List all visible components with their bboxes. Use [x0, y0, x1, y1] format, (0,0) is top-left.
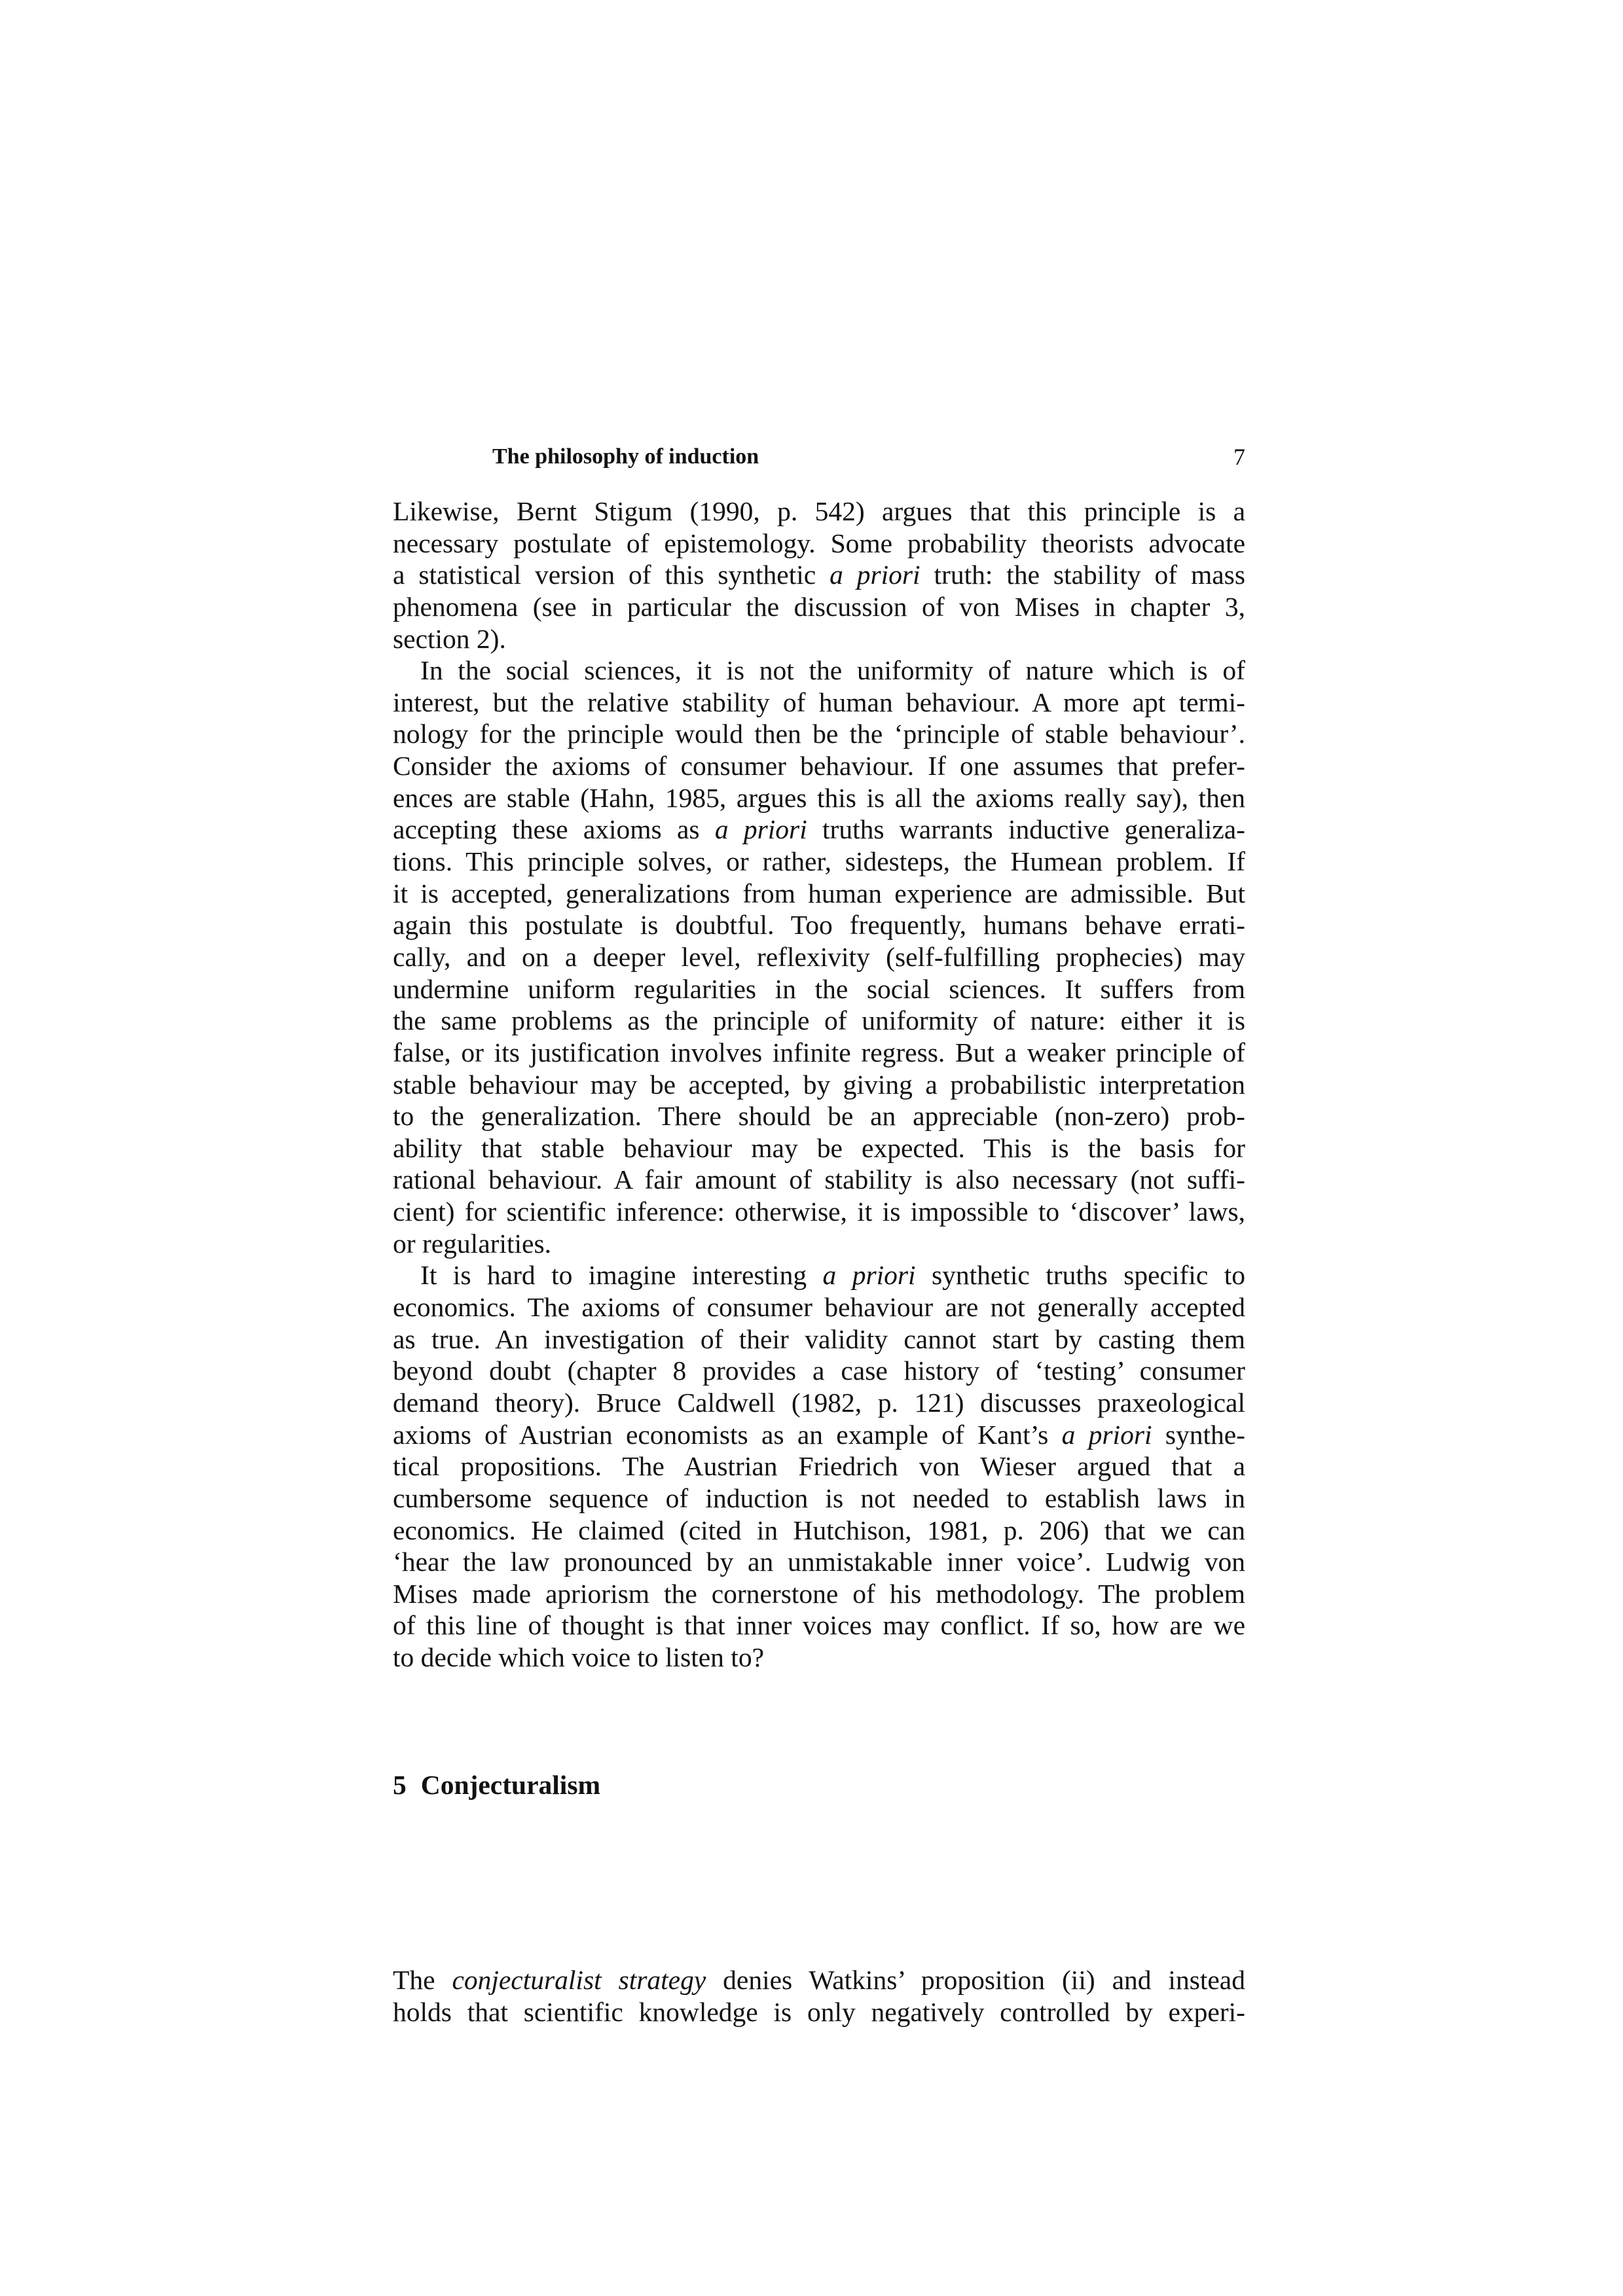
text-line: ‘hear the law pronounced by an unmistakable inner voice’. Ludwig von	[393, 1547, 1245, 1577]
text-line: necessary postulate of epistemology. Some probability theorists advocate	[393, 528, 1245, 558]
text-line: economics. He claimed (cited in Hutchison, 1981, p. 206) that we can	[393, 1515, 1245, 1545]
text-line: phenomena (see in particular the discussion of von Mises in chapter 3,	[393, 591, 1245, 622]
text-line: Consider the axioms of consumer behaviour. If one assumes that prefer-	[393, 751, 1245, 781]
text-line: again this postulate is doubtful. Too frequently, humans behave errati-	[393, 910, 1245, 941]
text-line: It is hard to imagine interesting a priori synthetic truths specific to	[420, 1260, 1245, 1291]
text-line: to decide which voice to listen to?	[393, 1642, 764, 1673]
text-line: a statistical version of this synthetic a priori truth: the stability of mass	[393, 560, 1245, 590]
text-line: of this line of thought is that inner voices may conflict. If so, how are we	[393, 1610, 1245, 1641]
body-text	[393, 495, 1245, 1674]
running-head: The philosophy of induction	[492, 444, 759, 469]
text-line: undermine uniform regularities in the social sciences. It suffers from	[393, 973, 1245, 1004]
text-line: to the generalization. There should be an appreciable (non-zero) prob-	[393, 1101, 1245, 1132]
text-line: section 2).	[393, 623, 506, 654]
text-line: In the social sciences, it is not the uniformity of nature which is of	[420, 655, 1245, 686]
text-line: it is accepted, generalizations from human experience are admissible. But	[393, 878, 1245, 908]
text-line: Mises made apriorism the cornerstone of his methodology. The problem	[393, 1578, 1245, 1609]
text-line: ability that stable behaviour may be expected. This is the basis for	[393, 1132, 1245, 1163]
section-body-text	[393, 1964, 1245, 2028]
text-line: tical propositions. The Austrian Friedrich von Wieser argued that a	[393, 1451, 1245, 1482]
page-number: 7	[1233, 444, 1245, 470]
text-line: The conjecturalist strategy denies Watkins’ proposition (ii) and instead	[393, 1965, 1245, 1995]
text-line: cient) for scientific inference: otherwise, it is impossible to ‘discover’ laws,	[393, 1196, 1245, 1227]
text-line: demand theory). Bruce Caldwell (1982, p. 121) discusses praxeological	[393, 1387, 1245, 1418]
text-line: tions. This principle solves, or rather, sidesteps, the Humean problem. If	[393, 846, 1245, 877]
section-number: 5	[393, 1770, 407, 1800]
text-line: interest, but the relative stability of human behaviour. A more apt termi-	[393, 687, 1245, 717]
text-line: cally, and on a deeper level, reflexivity (self-fulfilling prophecies) may	[393, 941, 1245, 972]
text-line: Likewise, Bernt Stigum (1990, p. 542) argues that this principle is a	[393, 496, 1245, 526]
text-line: false, or its justification involves infinite regress. But a weaker principle of	[393, 1037, 1245, 1067]
text-line: economics. The axioms of consumer behaviour are not generally accepted	[393, 1292, 1245, 1323]
text-line: rational behaviour. A fair amount of stability is also necessary (not suffi-	[393, 1164, 1245, 1195]
text-line: or regularities.	[393, 1228, 551, 1259]
text-line: stable behaviour may be accepted, by giving a probabilistic interpretation	[393, 1069, 1245, 1100]
text-line: beyond doubt (chapter 8 provides a case history of ‘testing’ consumer	[393, 1355, 1245, 1386]
text-line: accepting these axioms as a priori truths warrants inductive generaliza-	[393, 814, 1245, 845]
text-line: as true. An investigation of their validity cannot start by casting them	[393, 1323, 1245, 1354]
text-line: the same problems as the principle of uniformity of nature: either it is	[393, 1005, 1245, 1036]
section-heading	[393, 1768, 600, 1802]
text-line: nology for the principle would then be the ‘principle of stable behaviour’.	[393, 719, 1245, 749]
text-line: cumbersome sequence of induction is not needed to establish laws in	[393, 1482, 1245, 1513]
text-line: holds that scientific knowledge is only negatively controlled by experi-	[393, 1996, 1245, 2027]
text-line: ences are stable (Hahn, 1985, argues this is all the axioms really say), then	[393, 782, 1245, 813]
section-title: Conjecturalism	[420, 1770, 601, 1800]
text-line: axioms of Austrian economists as an example of Kant’s a priori synthe-	[393, 1419, 1245, 1450]
